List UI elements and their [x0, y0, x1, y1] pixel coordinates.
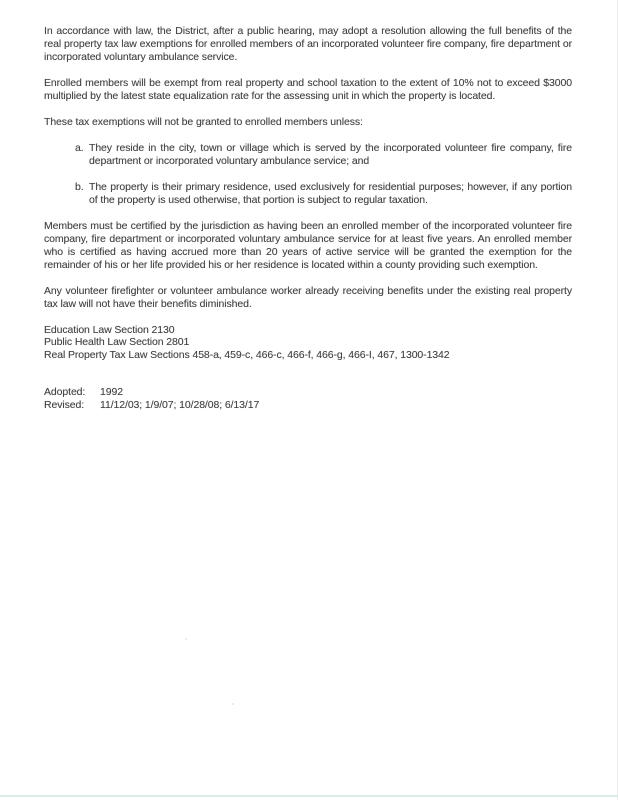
revised-value: 11/12/03; 1/9/07; 10/28/08; 6/13/17 — [100, 398, 260, 411]
paragraph-existing-benefits: Any volunteer firefighter or volunteer ambulance worker already receiving benefits under the existing real property tax law will not have their benefits diminished. — [44, 285, 572, 310]
revised-row — [44, 399, 572, 411]
scan-speck-artifact — [185, 638, 187, 640]
scan-speck-artifact — [232, 703, 234, 705]
paragraph-conditions-intro: These tax exemptions will not be granted to enrolled members unless: — [44, 116, 363, 128]
condition-text-b: The property is their primary residence, used exclusively for residential purposes; however, if any portion of the property is used otherwise, that portion is subject to regular taxation. — [89, 181, 572, 206]
document-content — [44, 25, 572, 411]
scan-edge-bottom-artifact — [0, 795, 618, 797]
legal-reference-public-health-law: Public Health Law Section 2801 — [44, 336, 190, 349]
condition-marker-b: b. — [75, 181, 84, 193]
paragraph-certification: Members must be certified by the jurisdiction as having been an enrolled member of the incorporated volunteer fire company, fire department or incorporated voluntary ambulance service for at least five years. An enrolled member who is certified as having accrued more than 20 years of active service will be granted the exemption for the remainder of his or her life provided his or her residence is located within a county providing such exemption. — [44, 220, 572, 271]
legal-references — [44, 324, 572, 361]
legal-reference-education-law: Education Law Section 2130 — [44, 324, 175, 336]
legal-reference-property-tax-law: Real Property Tax Law Sections 458-a, 459-c, 466-c, 466-f, 466-g, 466-I, 467, 1300-1342 — [44, 348, 450, 361]
adopted-row — [44, 386, 572, 398]
condition-item-b — [75, 181, 572, 207]
revised-label: Revised: — [44, 398, 85, 411]
adopted-value: 1992 — [100, 386, 123, 399]
condition-text-a: They reside in the city, town or village which is served by the incorporated volunteer fire company, fire department or incorporated voluntary ambulance service; and — [89, 142, 572, 167]
adopted-label: Adopted: — [44, 386, 86, 399]
adoption-history — [44, 386, 572, 411]
paragraph-resolution-intro: In accordance with law, the District, after a public hearing, may adopt a resolution allowing the full benefits of the real property tax law exemptions for enrolled members of an incorporated volunteer fire company, fire department or incorporated voluntary ambulance service. — [44, 25, 572, 63]
paragraph-exemption-amount: Enrolled members will be exempt from real property and school taxation to the extent of 10% not to exceed $3000 multiplied by the latest state equalization rate for the assessing unit in which the property is located. — [44, 77, 572, 102]
condition-marker-a: a. — [75, 142, 84, 154]
conditions-list — [75, 142, 572, 207]
condition-item-a — [75, 142, 572, 168]
